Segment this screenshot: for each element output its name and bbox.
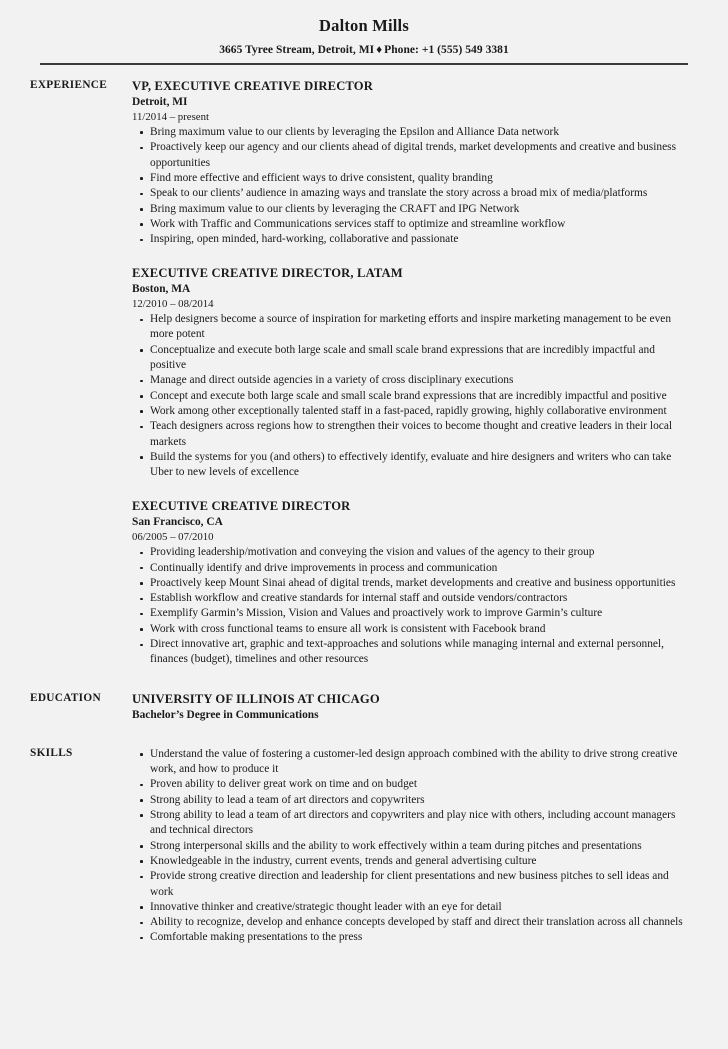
job-location: San Francisco, CA xyxy=(132,516,223,529)
skills-bullet-list xyxy=(132,747,686,946)
bullet-item: Providing leadership/motivation and conveying the vision and values of the agency to their group xyxy=(132,545,686,560)
bullet-item: Provide strong creative direction and leadership for client presentations and new business pitches to sell ideas and work xyxy=(132,869,686,900)
contact-phone: Phone: +1 (555) 549 3381 xyxy=(384,43,509,56)
job-bullet-list xyxy=(132,545,686,668)
education-degree: Bachelor’s Degree in Communications xyxy=(132,709,319,722)
bullet-item: Bring maximum value to our clients by leveraging the CRAFT and IPG Network xyxy=(132,202,686,217)
education-entry xyxy=(132,691,686,724)
section-label-skills: SKILLS xyxy=(30,746,73,759)
bullet-item: Continually identify and drive improvements in process and communication xyxy=(132,561,686,576)
job-title: VP, EXECUTIVE CREATIVE DIRECTOR xyxy=(132,78,373,93)
bullet-item: Proven ability to deliver great work on time and on budget xyxy=(132,777,686,792)
bullet-item: Conceptualize and execute both large scale and small scale brand expressions that are incredibly impactful and positive xyxy=(132,343,686,374)
bullet-item: Comfortable making presentations to the press xyxy=(132,930,686,945)
job-entry xyxy=(132,498,686,668)
diamond-separator-icon: ♦ xyxy=(376,43,383,56)
bullet-item: Proactively keep Mount Sinai ahead of digital trends, market developments and creative and business opportunities xyxy=(132,576,686,591)
bullet-item: Help designers become a source of inspiration for marketing efforts and inspire marketing management to be even more potent xyxy=(132,312,686,343)
job-entry xyxy=(132,265,686,481)
bullet-item: Establish workflow and creative standards for internal staff and outside vendors/contractors xyxy=(132,591,686,606)
section-label-experience: EXPERIENCE xyxy=(30,78,108,91)
bullet-item: Teach designers across regions how to strengthen their voices to become thought and creative leaders in their local markets xyxy=(132,419,686,450)
candidate-name: Dalton Mills xyxy=(319,16,409,35)
resume-header xyxy=(0,0,728,65)
bullet-item: Innovative thinker and creative/strategic thought leader with an eye for detail xyxy=(132,900,686,915)
bullet-item: Manage and direct outside agencies in a variety of cross disciplinary executions xyxy=(132,373,686,388)
bullet-item: Knowledgeable in the industry, current events, trends and general advertising culture xyxy=(132,854,686,869)
bullet-item: Work among other exceptionally talented staff in a fast-paced, rapidly growing, highly collaborative environment xyxy=(132,404,686,419)
bullet-item: Ability to recognize, develop and enhance concepts developed by staff and direct their translation across all channels xyxy=(132,915,686,930)
job-bullet-list xyxy=(132,125,686,248)
education-entries xyxy=(132,691,728,724)
section-skills xyxy=(0,746,728,946)
bullet-item: Proactively keep our agency and our clients ahead of digital trends, market developments and creative and business opportunities xyxy=(132,140,686,171)
resume-content xyxy=(0,65,728,946)
job-title: EXECUTIVE CREATIVE DIRECTOR, LATAM xyxy=(132,265,403,280)
bullet-item: Strong ability to lead a team of art directors and copywriters xyxy=(132,793,686,808)
job-entry xyxy=(132,78,686,248)
job-location: Detroit, MI xyxy=(132,95,188,108)
bullet-item: Strong ability to lead a team of art directors and copywriters and play nice with others, including account managers and technical directors xyxy=(132,808,686,839)
job-location: Boston, MA xyxy=(132,283,191,296)
bullet-item: Work with cross functional teams to ensure all work is consistent with Facebook brand xyxy=(132,622,686,637)
bullet-item: Bring maximum value to our clients by leveraging the Epsilon and Alliance Data network xyxy=(132,125,686,140)
bullet-item: Strong interpersonal skills and the ability to work effectively within a team during pitches and presentations xyxy=(132,839,686,854)
experience-entries xyxy=(132,78,728,668)
skills-entries xyxy=(132,746,728,946)
bullet-item: Exemplify Garmin’s Mission, Vision and Values and proactively work to improve Garmin’s culture xyxy=(132,606,686,621)
bullet-item: Find more effective and efficient ways to drive consistent, quality branding xyxy=(132,171,686,186)
bullet-item: Understand the value of fostering a customer-led design approach combined with the ability to drive strong creative work, and how to produce it xyxy=(132,747,686,778)
job-dates: 12/2010 – 08/2014 xyxy=(132,298,214,311)
section-education xyxy=(0,691,728,724)
education-school: UNIVERSITY OF ILLINOIS AT CHICAGO xyxy=(132,691,380,706)
job-dates: 11/2014 – present xyxy=(132,111,209,124)
bullet-item: Work with Traffic and Communications services staff to optimize and streamline workflow xyxy=(132,217,686,232)
contact-line xyxy=(0,44,728,56)
bullet-item: Direct innovative art, graphic and text-approaches and solutions while managing internal and external personnel, finances (budget), timelines and other resources xyxy=(132,637,686,668)
job-bullet-list xyxy=(132,312,686,481)
job-title: EXECUTIVE CREATIVE DIRECTOR xyxy=(132,498,351,513)
section-label-education: EDUCATION xyxy=(30,691,101,704)
bullet-item: Speak to our clients’ audience in amazing ways and translate the story across a broad mix of media/platforms xyxy=(132,186,686,201)
bullet-item: Inspiring, open minded, hard-working, collaborative and passionate xyxy=(132,232,686,247)
bullet-item: Build the systems for you (and others) to effectively identify, evaluate and hire designers and writers who can take Uber to new levels of excellence xyxy=(132,450,686,481)
contact-address: 3665 Tyree Stream, Detroit, MI xyxy=(219,43,375,56)
job-dates: 06/2005 – 07/2010 xyxy=(132,531,214,544)
bullet-item: Concept and execute both large scale and small scale brand expressions that are incredibly impactful and positive xyxy=(132,389,686,404)
section-experience xyxy=(0,78,728,668)
